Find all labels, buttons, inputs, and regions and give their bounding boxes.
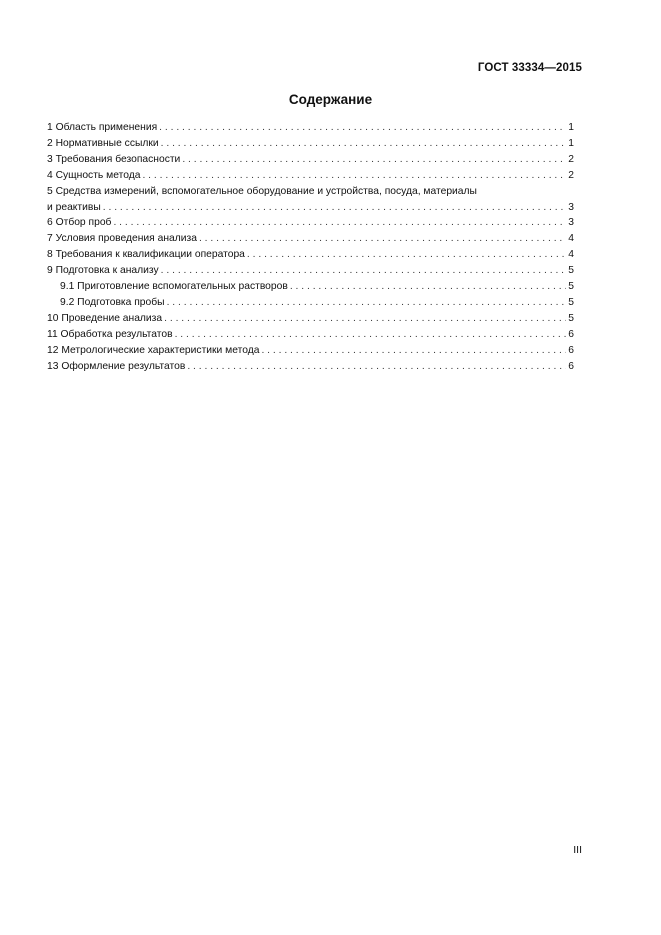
toc-entry-label: 2 Нормативные ссылки: [47, 137, 159, 149]
toc-entry-page: 3: [568, 217, 574, 229]
toc-entry-10[interactable]: [47, 311, 574, 327]
toc-entry-5[interactable]: [47, 184, 574, 216]
toc-entry-label: 3 Требования безопасности: [47, 153, 181, 165]
toc-leader-dots: [187, 359, 566, 375]
toc-entry-7[interactable]: [47, 231, 574, 247]
toc-entry-page: 4: [568, 249, 574, 261]
table-of-contents: [47, 120, 574, 375]
toc-entry-label: 7 Условия проведения анализа: [47, 233, 197, 245]
toc-entry-label: 9 Подготовка к анализу: [47, 265, 159, 277]
toc-leader-dots: [103, 200, 567, 216]
toc-entry-page: 6: [568, 360, 574, 372]
toc-leader-dots: [159, 120, 566, 136]
toc-entry-9-2[interactable]: [47, 295, 574, 311]
toc-entry-page: 6: [568, 344, 574, 356]
toc-entry-label-line1: 5 Средства измерений, вспомогательное оборудование и устройства, посуда, материалы: [47, 185, 477, 197]
toc-entry-page: 6: [568, 328, 574, 340]
toc-leader-dots: [247, 247, 566, 263]
toc-entry-3[interactable]: [47, 152, 574, 168]
toc-leader-dots: [142, 168, 566, 184]
toc-leader-dots: [199, 231, 566, 247]
toc-entry-label: 12 Метрологические характеристики метода: [47, 344, 260, 356]
toc-entry-label: 1 Область применения: [47, 122, 158, 133]
toc-entry-page: 5: [568, 265, 574, 277]
toc-entry-4[interactable]: [47, 168, 574, 184]
toc-entry-page: 1: [568, 137, 574, 149]
toc-entry-label: 13 Оформление результатов: [47, 360, 186, 372]
toc-entry-8[interactable]: [47, 247, 574, 263]
toc-entry-5-continuation: [47, 200, 574, 216]
toc-entry-page: 4: [568, 233, 574, 245]
toc-entry-13[interactable]: [47, 359, 574, 375]
document-code: ГОСТ 33334—2015: [477, 62, 582, 74]
toc-entry-2[interactable]: [47, 136, 574, 152]
toc-entry-page: 5: [568, 312, 574, 324]
toc-leader-dots: [175, 327, 567, 343]
toc-leader-dots: [161, 136, 567, 152]
toc-leader-dots: [161, 263, 567, 279]
toc-entry-label: 11 Обработка результатов: [47, 328, 173, 340]
toc-leader-dots: [261, 343, 566, 359]
toc-entry-label: 10 Проведение анализа: [47, 312, 163, 324]
toc-entry-1[interactable]: [47, 120, 574, 136]
page-number: III: [573, 844, 582, 856]
toc-entry-label: 9.2 Подготовка пробы: [60, 296, 165, 308]
toc-leader-dots: [167, 295, 567, 311]
toc-entry-9-1[interactable]: [47, 279, 574, 295]
toc-entry-label: и реактивы: [47, 201, 101, 213]
toc-entry-page: 2: [568, 169, 574, 181]
toc-entry-label: 9.1 Приготовление вспомогательных растворов: [60, 281, 288, 293]
toc-leader-dots: [164, 311, 566, 327]
toc-entry-page: 3: [568, 201, 574, 213]
toc-entry-label: 4 Сущность метода: [47, 169, 141, 181]
toc-entry-page: 2: [568, 153, 574, 165]
toc-entry-11[interactable]: [47, 327, 574, 343]
page-title: Содержание: [288, 92, 373, 107]
toc-entry-label: 8 Требования к квалификации оператора: [47, 249, 245, 261]
toc-entry-page: 1: [568, 122, 574, 133]
toc-leader-dots: [113, 215, 566, 231]
toc-leader-dots: [182, 152, 566, 168]
toc-entry-9[interactable]: [47, 263, 574, 279]
toc-entry-page: 5: [568, 281, 574, 293]
toc-entry-label: 6 Отбор проб: [47, 217, 112, 229]
toc-leader-dots: [290, 279, 566, 295]
toc-entry-page: 5: [568, 296, 574, 308]
toc-entry-12[interactable]: [47, 343, 574, 359]
toc-entry-6[interactable]: [47, 215, 574, 231]
